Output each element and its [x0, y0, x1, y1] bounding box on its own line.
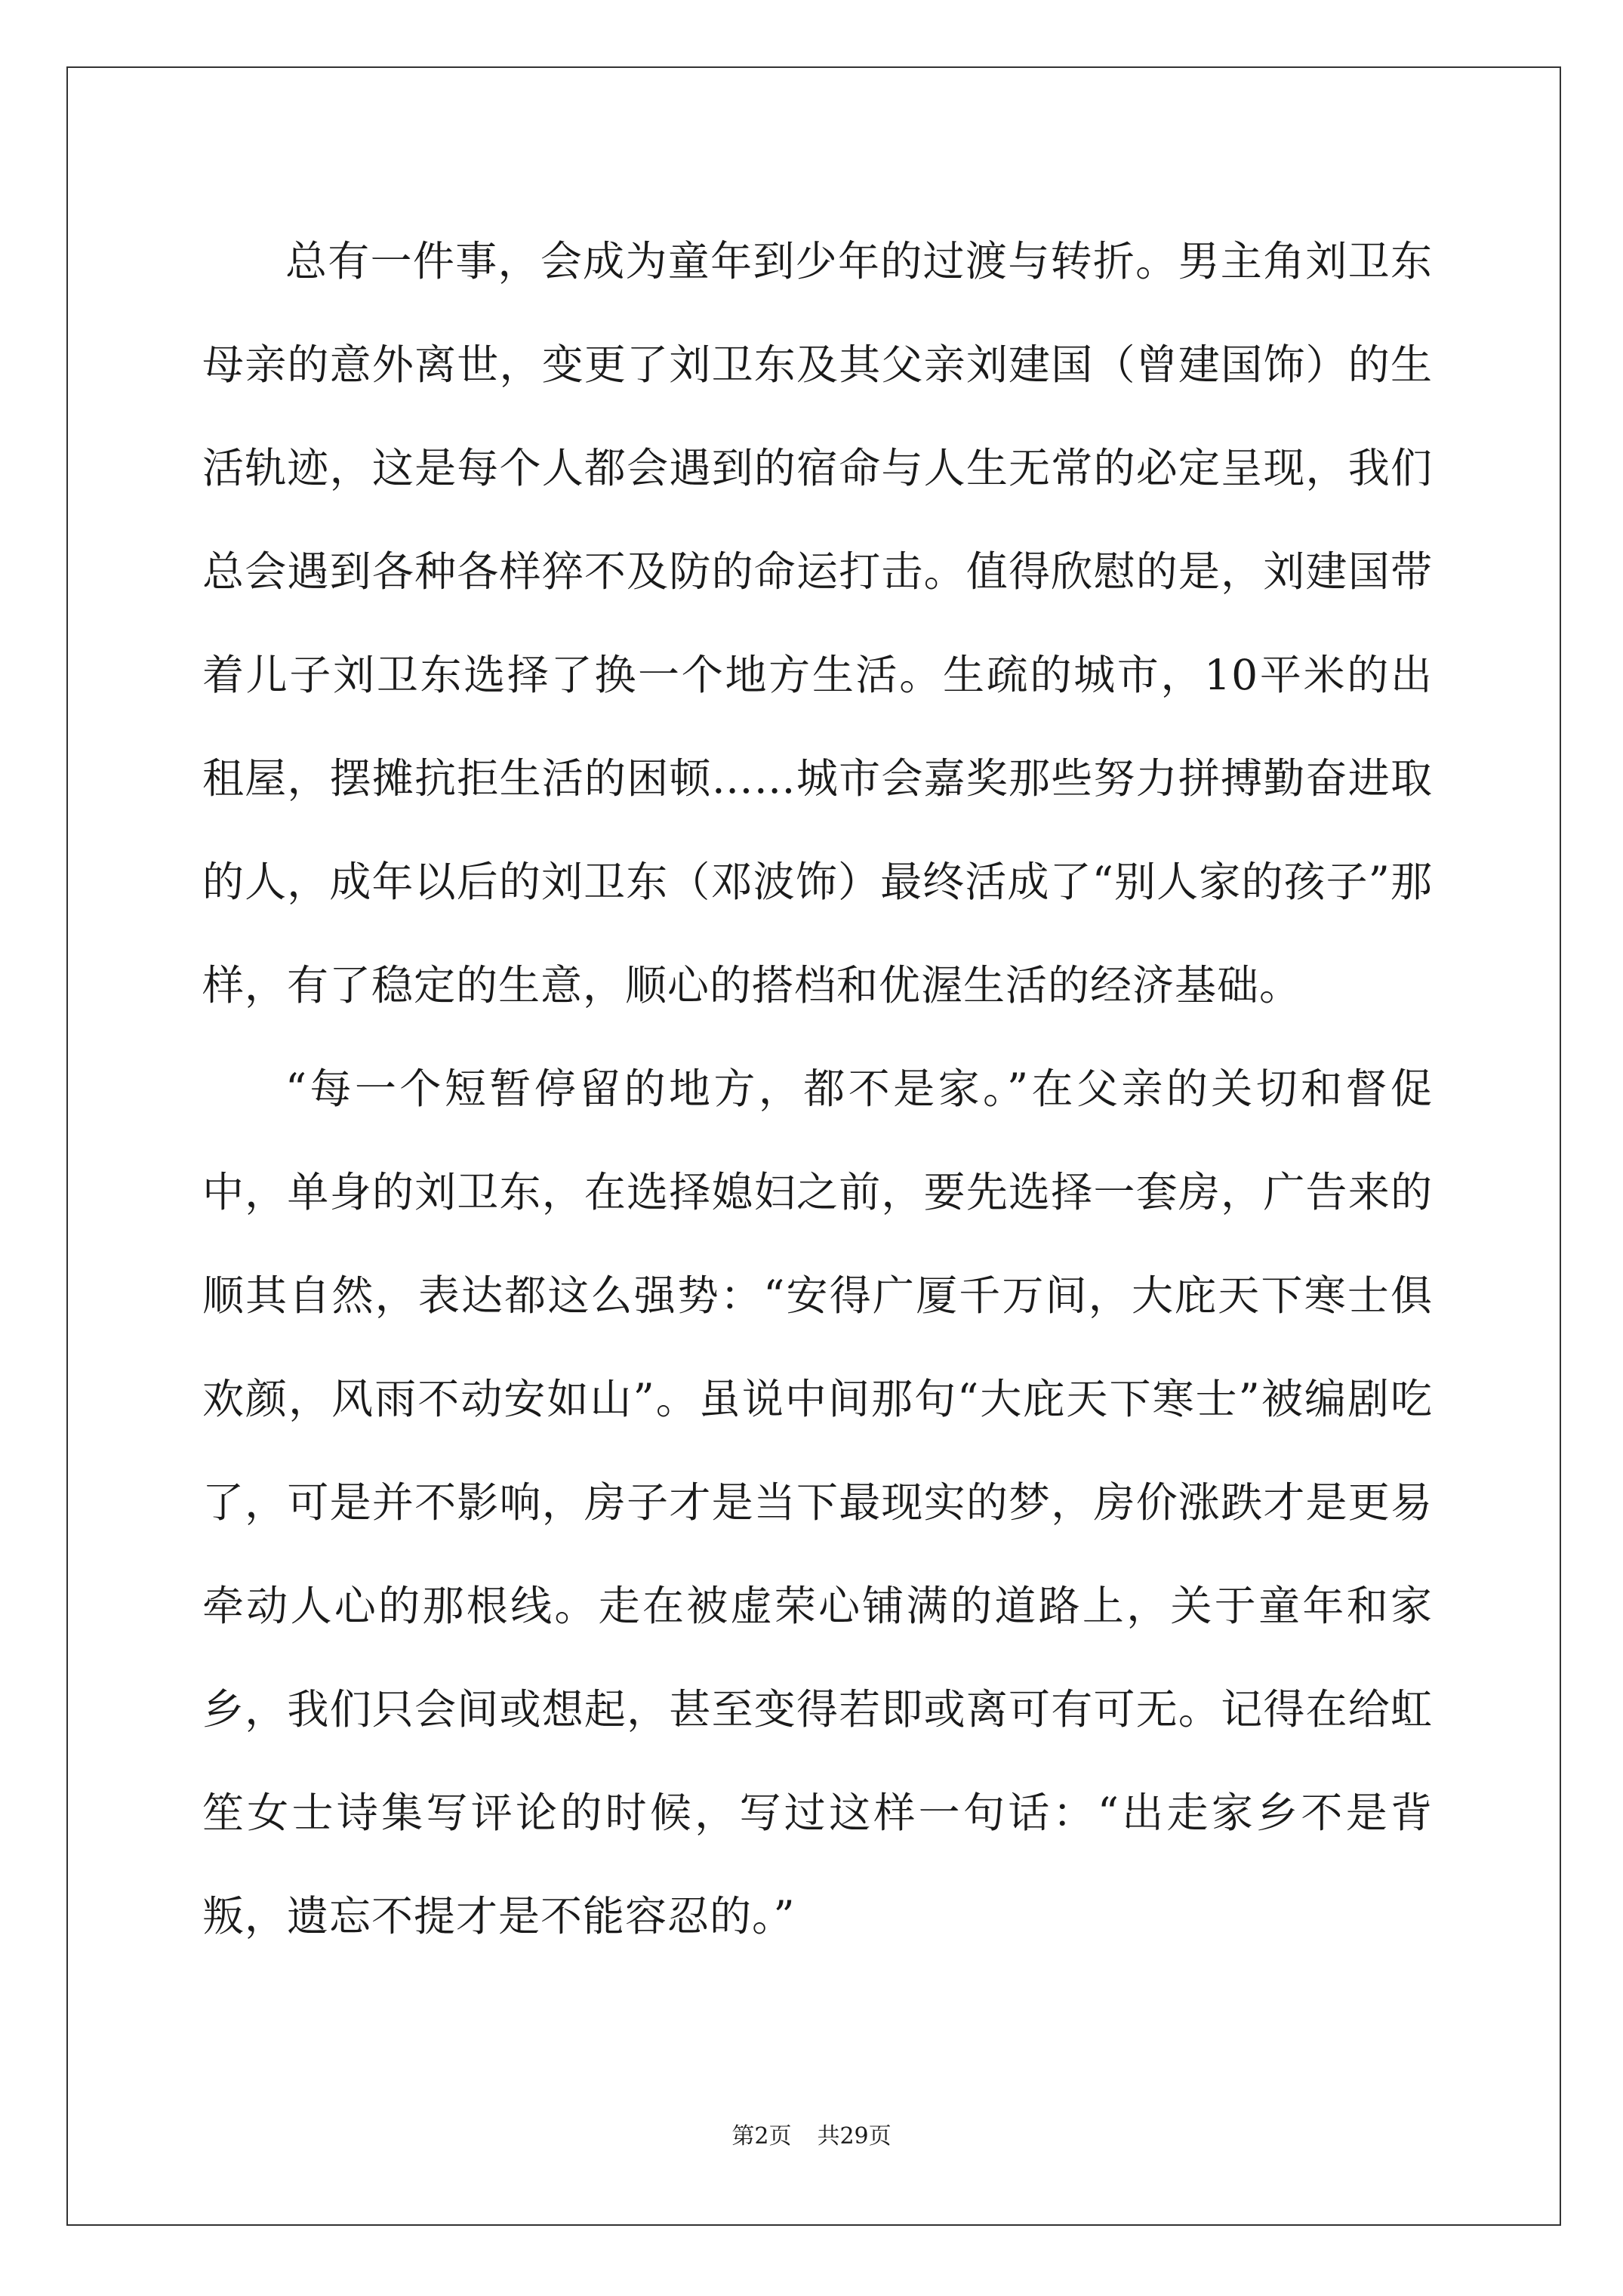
page-number: 第2页 — [731, 2123, 792, 2150]
paragraph-1: 总有一件事，会成为童年到少年的过渡与转折。男主角刘卫东母亲的意外离世，变更了刘卫东及其父亲刘建国（曾建国饰）的生活轨迹，这是每个人都会遇到的宿命与人生无常的必定呈现，我们总会遇到各种各样猝不及防的命运打击。值得欣慰的是，刘建国带着儿子刘卫东选择了换一个地方生活。生疏的城市，10平米的出租屋，摆摊抗拒生活的困顿……城市会嘉奖那些努力拼搏勤奋进取的人，成年以后的刘卫东（邓波饰）最终活成了“别人家的孩子”那样，有了稳定的生意，顺心的搭档和优渥生活的经济基础。 — [202, 237, 1433, 1009]
page-footer — [0, 2122, 1623, 2152]
total-pages: 共29页 — [817, 2123, 892, 2150]
document-body — [202, 210, 1433, 1968]
paragraph-2: “每一个短暂停留的地方，都不是家。”在父亲的关切和督促中，单身的刘卫东，在选择媳妇之前，要先选择一套房，广告来的顺其自然，表达都这么强势：“安得广厦千万间，大庇天下寒士俱欢颜，风雨不动安如山”。虽说中间那句“大庇天下寒士”被编剧吃了，可是并不影响，房子才是当下最现实的梦，房价涨跌才是更易牵动人心的那根线。走在被虚荣心铺满的道路上，关于童年和家乡，我们只会间或想起，甚至变得若即或离可有可无。记得在给虹笙女士诗集写评论的时候，写过这样一句话：“出走家乡不是背叛，遗忘不提才是不能容忍的。” — [202, 1065, 1433, 1940]
